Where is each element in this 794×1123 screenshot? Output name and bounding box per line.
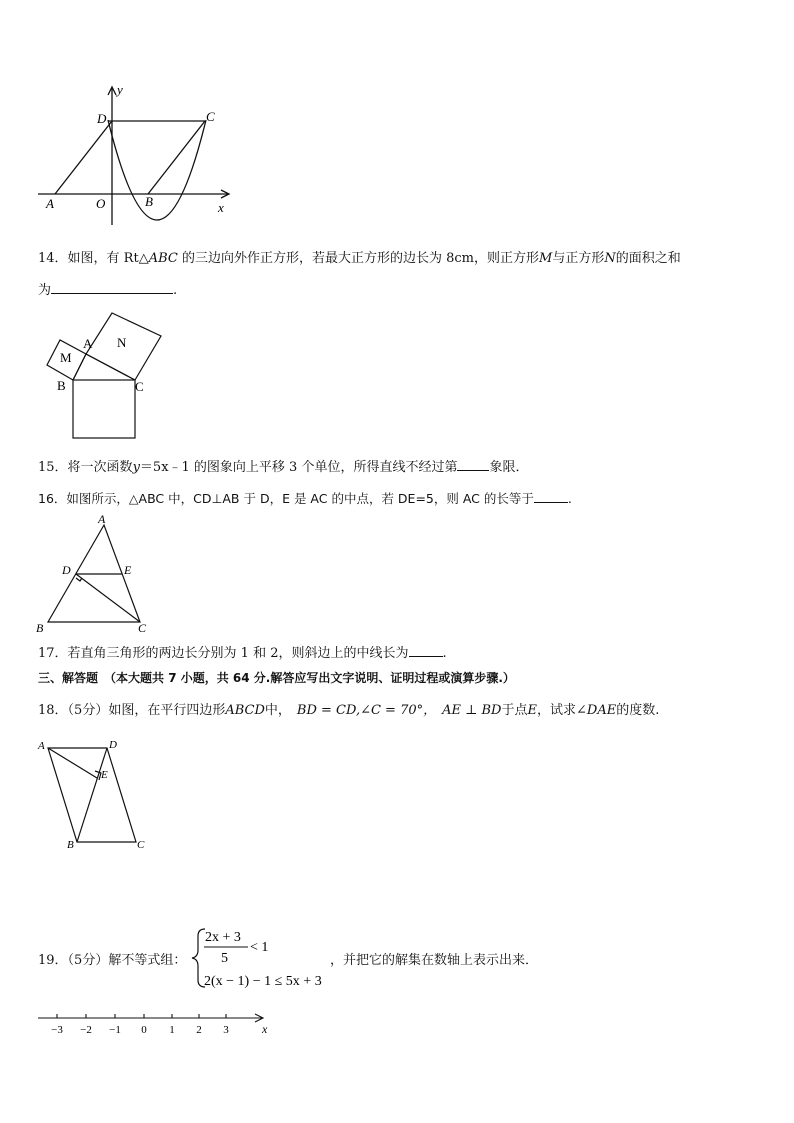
tick-label: 1 <box>169 1024 175 1036</box>
label-D: D <box>62 563 71 577</box>
tick-label: −1 <box>109 1024 121 1036</box>
label-A: A <box>46 196 54 211</box>
label-A: A <box>38 740 45 752</box>
label-M: M <box>60 350 72 365</box>
tick-label: −2 <box>80 1024 92 1036</box>
label-y: y <box>117 82 123 97</box>
label-B: B <box>57 378 66 393</box>
label-B: B <box>67 839 74 851</box>
label-E: E <box>124 563 132 577</box>
fraction-numerator: 2x + 3 <box>205 930 241 945</box>
section-3-header: 三、解答题 （本大题共 7 小题，共 64 分.解答应写出文字说明、证明过程或演算步骤.） <box>38 671 515 685</box>
q14-number: 14． <box>38 251 68 266</box>
label-B: B <box>36 621 44 635</box>
question-14: 14．如图，有 Rt△ABC 的三边向外作正方形，若最大正方形的边长为 8cm，则正方形M与正方形N的面积之和 <box>38 251 681 266</box>
label-A: A <box>98 512 106 526</box>
label-C: C <box>206 109 215 124</box>
tick-label: 2 <box>196 1024 202 1036</box>
label-N: N <box>117 335 127 350</box>
label-D: D <box>97 111 107 126</box>
question-15: 15．将一次函数y＝5x﹣1 的图象向上平移 3 个单位，所得直线不经过第 象限． <box>38 460 529 475</box>
question-19-tail: ，并把它的解集在数轴上表示出来． <box>330 953 539 968</box>
tick-label: 3 <box>223 1024 229 1036</box>
inequality-2: 2(x − 1) − 1 ≤ 5x + 3 <box>204 974 322 989</box>
label-B: B <box>145 194 153 209</box>
question-14-line2: 为 . <box>38 283 178 298</box>
fraction-denominator: 5 <box>221 951 228 966</box>
label-D: D <box>109 739 117 751</box>
label-O: O <box>96 196 106 211</box>
inequality-1-rhs: < 1 <box>250 940 269 955</box>
label-E: E <box>101 769 108 781</box>
question-16: 16．如图所示，△ABC 中，CD⊥AB 于 D，E 是 AC 的中点，若 DE=5，则 AC 的长等于 . <box>38 491 572 506</box>
label-C: C <box>135 379 144 394</box>
question-18: 18．（5分）如图，在平行四边形ABCD中， BD = CD,∠C = 70°， AE ⊥ BD于点E，试求∠DAE的度数. <box>38 703 660 718</box>
axis-label-x: x <box>262 1022 268 1036</box>
label-A: A <box>83 336 93 351</box>
question-19: 19．（5分）解不等式组： <box>38 953 187 968</box>
label-C: C <box>138 621 147 635</box>
tick-label: 0 <box>141 1024 147 1036</box>
question-17: 17．若直角三角形的两边长分别为 1 和 2，则斜边上的中线长为 . <box>38 646 447 661</box>
label-C: C <box>137 839 145 851</box>
label-x: x <box>218 200 224 215</box>
tick-label: −3 <box>51 1024 63 1036</box>
